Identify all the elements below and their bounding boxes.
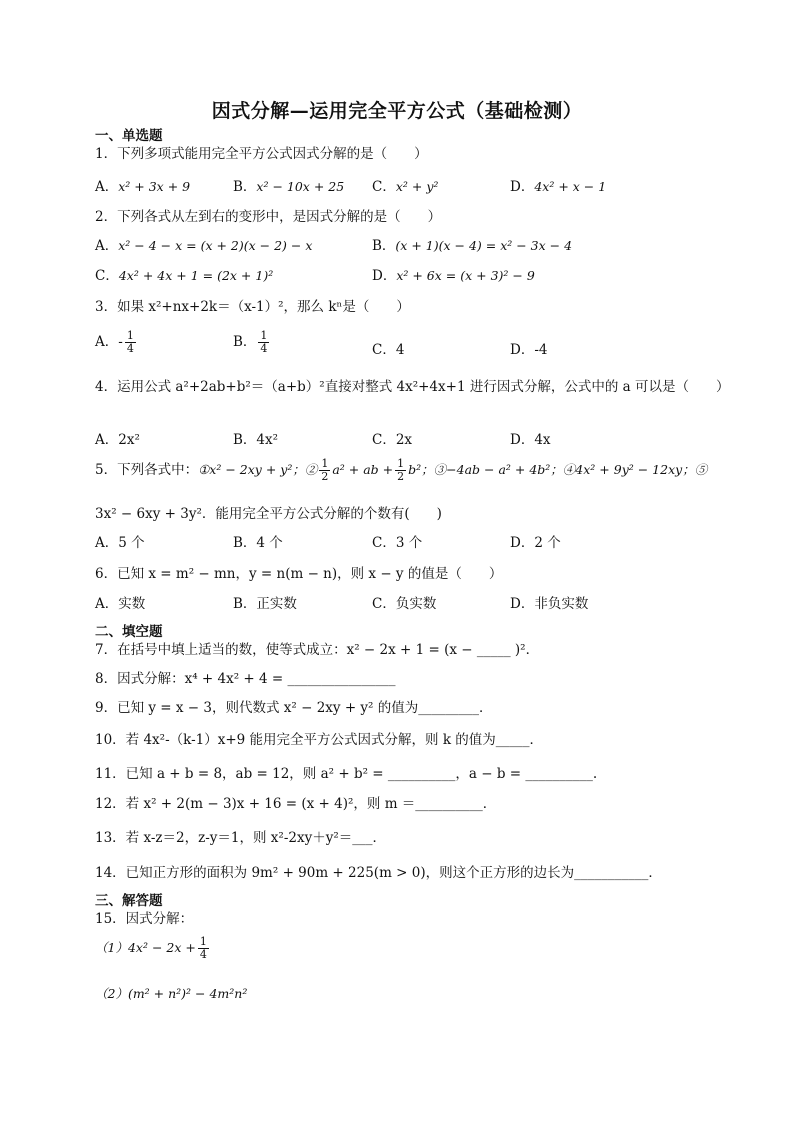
question-5-line2: 3x² − 6xy + 3y²．能用完全平方公式分解的个数有( ) xyxy=(95,506,442,522)
option-expr: x² + 6x = (x + 3)² − 9 xyxy=(396,268,535,283)
option-letter: A． xyxy=(95,179,119,195)
q5-option-c: C．3 个 xyxy=(372,535,423,551)
option-letter: D． xyxy=(510,179,535,195)
question-15-stem: 15．因式分解： xyxy=(95,911,194,927)
question-13: 13．若 x-z＝2，z-y＝1，则 x²-2xy＋y²＝___． xyxy=(95,830,386,846)
q3-option-a xyxy=(95,330,138,355)
option-letter: A．- xyxy=(95,334,123,350)
q5-option-d: D．2 个 xyxy=(510,535,561,551)
q6-option-b: B．正实数 xyxy=(233,596,297,612)
question-1-stem: 1．下列多项式能用完全平方公式因式分解的是（ ） xyxy=(95,146,428,162)
q5-option-a: A．5 个 xyxy=(95,535,145,551)
expr-3: b²；③−4ab − a² + 4b²；④4x² + 9y² − 12xy；⑤ xyxy=(408,462,708,477)
q1-option-a xyxy=(95,175,190,195)
section-heading-solve: 三、解答题 xyxy=(95,893,163,909)
fraction xyxy=(258,330,269,355)
question-8: 8．因式分解：x⁴ + 4x² + 4 = ________________ xyxy=(95,671,396,687)
option-letter: B． xyxy=(233,334,257,350)
section-heading-single-choice: 一、单选题 xyxy=(95,128,163,144)
option-expr: x² − 4 − x = (x + 2)(x − 2) − x xyxy=(118,238,313,253)
q2-option-d xyxy=(372,264,535,284)
expr-2: a² + ab + xyxy=(332,462,394,477)
q6-option-c: C．负实数 xyxy=(372,596,437,612)
q5-option-b: B．4 个 xyxy=(233,535,283,551)
denominator: 2 xyxy=(321,470,329,483)
q6-option-a: A．实数 xyxy=(95,596,146,612)
question-2-stem: 2．下列各式从左到右的变形中，是因式分解的是（ ） xyxy=(95,209,442,225)
option-expr: (x + 1)(x − 4) = x² − 3x − 4 xyxy=(395,238,573,253)
numerator: 1 xyxy=(126,329,134,342)
question-15-part-2 xyxy=(95,984,247,1002)
question-3-stem: 3．如果 x²+nx+2k＝（x-1）²，那么 kⁿ是（ ） xyxy=(95,299,410,315)
numerator: 1 xyxy=(321,457,329,470)
q3-option-b xyxy=(233,330,271,355)
denominator: 4 xyxy=(199,948,207,961)
q1-option-d xyxy=(510,175,606,195)
q1-option-b xyxy=(233,175,344,195)
fraction-quarter xyxy=(198,936,209,961)
q2-option-c xyxy=(95,264,273,284)
q2-option-a xyxy=(95,234,312,254)
option-letter: B． xyxy=(372,238,396,254)
question-14: 14．已知正方形的面积为 9m² + 90m + 225(m > 0)，则这个正方形的边长为___________． xyxy=(95,865,662,881)
q6-option-d: D．非负实数 xyxy=(510,596,589,612)
question-4-stem: 4．运用公式 a²+2ab+b²＝（a+b）²直接对整式 4x²+4x+1 进行因式分解，公式中的 a 可以是（ ） xyxy=(95,379,730,395)
question-7: 7．在括号中填上适当的数，使等式成立：x² − 2x + 1 = (x − _____ )²． xyxy=(95,642,540,658)
q3-option-c: C．4 xyxy=(372,342,405,358)
q4-option-b: B．4x² xyxy=(233,432,279,448)
expr: （1）4x² − 2x + xyxy=(95,940,196,955)
section-heading-fill-blank: 二、填空题 xyxy=(95,624,163,640)
option-letter: D． xyxy=(372,268,397,284)
option-expr: x² − 10x + 25 xyxy=(256,179,345,194)
question-5-stem xyxy=(95,458,707,483)
question-12: 12．若 x² + 2(m − 3)x + 16 = (x + 4)²，则 m ＝__________． xyxy=(95,796,497,812)
numerator: 1 xyxy=(397,457,405,470)
denominator: 2 xyxy=(397,470,405,483)
option-expr: x² + y² xyxy=(395,179,439,194)
fraction-half xyxy=(319,458,330,483)
denominator: 4 xyxy=(126,342,134,355)
question-15-part-1 xyxy=(95,936,211,961)
option-letter: C． xyxy=(95,268,119,284)
q1-option-c xyxy=(372,175,438,195)
denominator: 4 xyxy=(260,342,268,355)
q4-option-d: D．4x xyxy=(510,432,551,448)
question-9: 9．已知 y = x − 3，则代数式 x² − 2xy + y² 的值为_________． xyxy=(95,700,493,716)
option-expr: 4x² + 4x + 1 = (2x + 1)² xyxy=(118,268,274,283)
question-11: 11．已知 a + b = 8，ab = 12，则 a² + b² = __________，a − b = __________. xyxy=(95,766,598,782)
option-letter: A． xyxy=(95,238,119,254)
question-10: 10．若 4x²-（k-1）x+9 能用完全平方公式因式分解，则 k 的值为_____． xyxy=(95,732,544,748)
q3-option-d: D．-4 xyxy=(510,342,548,358)
numerator: 1 xyxy=(260,329,268,342)
option-expr: x² + 3x + 9 xyxy=(118,179,191,194)
page-title: 因式分解—运用完全平方公式（基础检测） xyxy=(211,100,583,122)
stem-text: 5．下列各式中： xyxy=(95,462,199,478)
q2-option-b xyxy=(372,234,572,254)
q4-option-a: A．2x² xyxy=(95,432,140,448)
question-6-stem: 6．已知 x = m² − mn，y = n(m − n)，则 x − y 的值是（ ） xyxy=(95,566,503,582)
expr: （2）(m² + n²)² − 4m²n² xyxy=(95,986,248,1001)
expr-1: ①x² − 2xy + y²；② xyxy=(198,462,318,477)
option-expr: 4x² + x − 1 xyxy=(534,179,607,194)
fraction xyxy=(125,330,136,355)
q4-option-c: C．2x xyxy=(372,432,413,448)
numerator: 1 xyxy=(199,935,207,948)
option-letter: B． xyxy=(233,179,257,195)
option-letter: C． xyxy=(372,179,396,195)
fraction-half xyxy=(395,458,406,483)
